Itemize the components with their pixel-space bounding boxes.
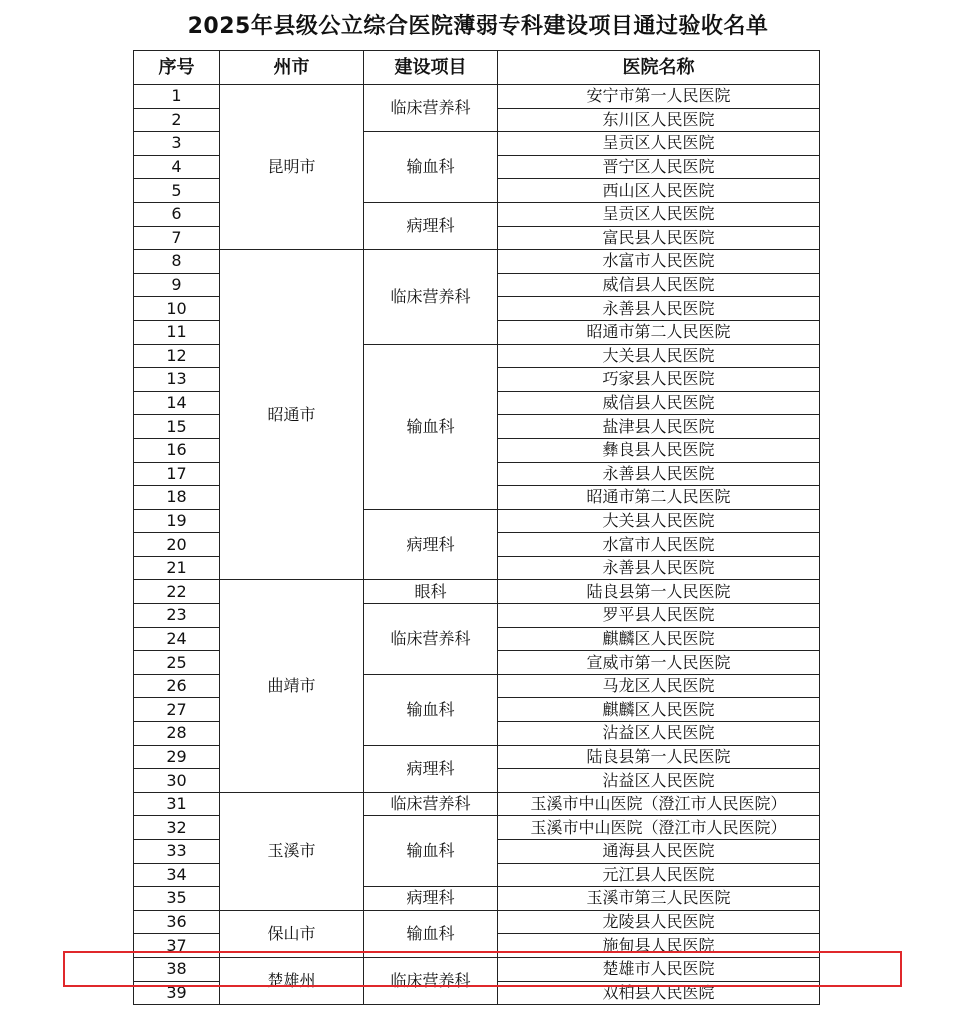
row-number: 19: [134, 509, 220, 533]
row-number: 27: [134, 698, 220, 722]
hospital-name: 水富市人民医院: [498, 533, 820, 557]
row-number: 8: [134, 250, 220, 274]
hospital-name: 施甸县人民医院: [498, 934, 820, 958]
hospital-name: 盐津县人民医院: [498, 415, 820, 439]
project-cell: 输血科: [364, 132, 498, 203]
project-cell: 临床营养科: [364, 957, 498, 1004]
city-cell: 昆明市: [220, 85, 364, 250]
hospital-name: 水富市人民医院: [498, 250, 820, 274]
table-row: [134, 792, 820, 816]
row-number: 11: [134, 320, 220, 344]
header-city: 州市: [220, 51, 364, 85]
hospital-name: 沾益区人民医院: [498, 769, 820, 793]
hospital-name: 陆良县第一人民医院: [498, 580, 820, 604]
project-cell: 临床营养科: [364, 792, 498, 816]
row-number: 17: [134, 462, 220, 486]
hospital-name: 永善县人民医院: [498, 462, 820, 486]
hospital-name: 通海县人民医院: [498, 840, 820, 864]
hospital-name: 大关县人民医院: [498, 344, 820, 368]
acceptance-list-table: [133, 50, 820, 1005]
project-cell: 临床营养科: [364, 250, 498, 344]
city-cell: 玉溪市: [220, 792, 364, 910]
hospital-name: 富民县人民医院: [498, 226, 820, 250]
row-number: 26: [134, 674, 220, 698]
row-number: 38: [134, 957, 220, 981]
header-hospital: 医院名称: [498, 51, 820, 85]
hospital-name: 元江县人民医院: [498, 863, 820, 887]
project-cell: 输血科: [364, 674, 498, 745]
row-number: 16: [134, 438, 220, 462]
row-number: 7: [134, 226, 220, 250]
row-number: 6: [134, 202, 220, 226]
header-project: 建设项目: [364, 51, 498, 85]
page-title: 2025年县级公立综合医院薄弱专科建设项目通过验收名单: [187, 14, 769, 39]
hospital-name: 宣威市第一人民医院: [498, 651, 820, 675]
hospital-name: 彝良县人民医院: [498, 438, 820, 462]
hospital-name: 昭通市第二人民医院: [498, 486, 820, 510]
hospital-name: 马龙区人民医院: [498, 674, 820, 698]
hospital-name: 永善县人民医院: [498, 556, 820, 580]
hospital-name: 罗平县人民医院: [498, 604, 820, 628]
row-number: 9: [134, 273, 220, 297]
row-number: 33: [134, 840, 220, 864]
row-number: 28: [134, 722, 220, 746]
row-number: 14: [134, 391, 220, 415]
hospital-name: 大关县人民医院: [498, 509, 820, 533]
row-number: 1: [134, 85, 220, 109]
row-number: 30: [134, 769, 220, 793]
hospital-name: 昭通市第二人民医院: [498, 320, 820, 344]
project-cell: 眼科: [364, 580, 498, 604]
hospital-name: 陆良县第一人民医院: [498, 745, 820, 769]
table-row: [134, 910, 820, 934]
row-number: 35: [134, 887, 220, 911]
table-header-row: [134, 51, 820, 85]
row-number: 24: [134, 627, 220, 651]
hospital-name: 晋宁区人民医院: [498, 155, 820, 179]
row-number: 32: [134, 816, 220, 840]
row-number: 18: [134, 486, 220, 510]
row-number: 10: [134, 297, 220, 321]
hospital-name: 玉溪市中山医院（澄江市人民医院）: [498, 816, 820, 840]
hospital-name: 呈贡区人民医院: [498, 202, 820, 226]
project-cell: 输血科: [364, 910, 498, 957]
table-row: [134, 957, 820, 981]
hospital-name: 沾益区人民医院: [498, 722, 820, 746]
project-cell: 病理科: [364, 202, 498, 249]
row-number: 13: [134, 368, 220, 392]
table-row: [134, 580, 820, 604]
hospital-name: 楚雄市人民医院: [498, 957, 820, 981]
table-row: [134, 250, 820, 274]
project-cell: 输血科: [364, 816, 498, 887]
hospital-name: 安宁市第一人民医院: [498, 85, 820, 109]
hospital-name: 龙陵县人民医院: [498, 910, 820, 934]
hospital-name: 麒麟区人民医院: [498, 627, 820, 651]
hospital-name: 永善县人民医院: [498, 297, 820, 321]
hospital-name: 巧家县人民医院: [498, 368, 820, 392]
city-cell: 保山市: [220, 910, 364, 957]
row-number: 25: [134, 651, 220, 675]
row-number: 12: [134, 344, 220, 368]
table-body: [134, 85, 820, 1005]
city-cell: 曲靖市: [220, 580, 364, 792]
header-no: 序号: [134, 51, 220, 85]
row-number: 5: [134, 179, 220, 203]
project-cell: 病理科: [364, 509, 498, 580]
row-number: 4: [134, 155, 220, 179]
row-number: 3: [134, 132, 220, 156]
project-cell: 临床营养科: [364, 604, 498, 675]
project-cell: 输血科: [364, 344, 498, 509]
hospital-name: 玉溪市中山医院（澄江市人民医院）: [498, 792, 820, 816]
hospital-name: 威信县人民医院: [498, 391, 820, 415]
row-number: 29: [134, 745, 220, 769]
row-number: 39: [134, 981, 220, 1005]
hospital-name: 威信县人民医院: [498, 273, 820, 297]
row-number: 2: [134, 108, 220, 132]
row-number: 20: [134, 533, 220, 557]
city-cell: 楚雄州: [220, 957, 364, 1004]
row-number: 21: [134, 556, 220, 580]
project-cell: 病理科: [364, 745, 498, 792]
row-number: 31: [134, 792, 220, 816]
project-cell: 病理科: [364, 887, 498, 911]
hospital-name: 麒麟区人民医院: [498, 698, 820, 722]
row-number: 15: [134, 415, 220, 439]
row-number: 34: [134, 863, 220, 887]
hospital-name: 西山区人民医院: [498, 179, 820, 203]
hospital-name: 玉溪市第三人民医院: [498, 887, 820, 911]
city-cell: 昭通市: [220, 250, 364, 580]
hospital-name: 呈贡区人民医院: [498, 132, 820, 156]
project-cell: 临床营养科: [364, 85, 498, 132]
hospital-name: 双柏县人民医院: [498, 981, 820, 1005]
row-number: 36: [134, 910, 220, 934]
hospital-name: 东川区人民医院: [498, 108, 820, 132]
table-row: [134, 85, 820, 109]
row-number: 23: [134, 604, 220, 628]
row-number: 22: [134, 580, 220, 604]
row-number: 37: [134, 934, 220, 958]
